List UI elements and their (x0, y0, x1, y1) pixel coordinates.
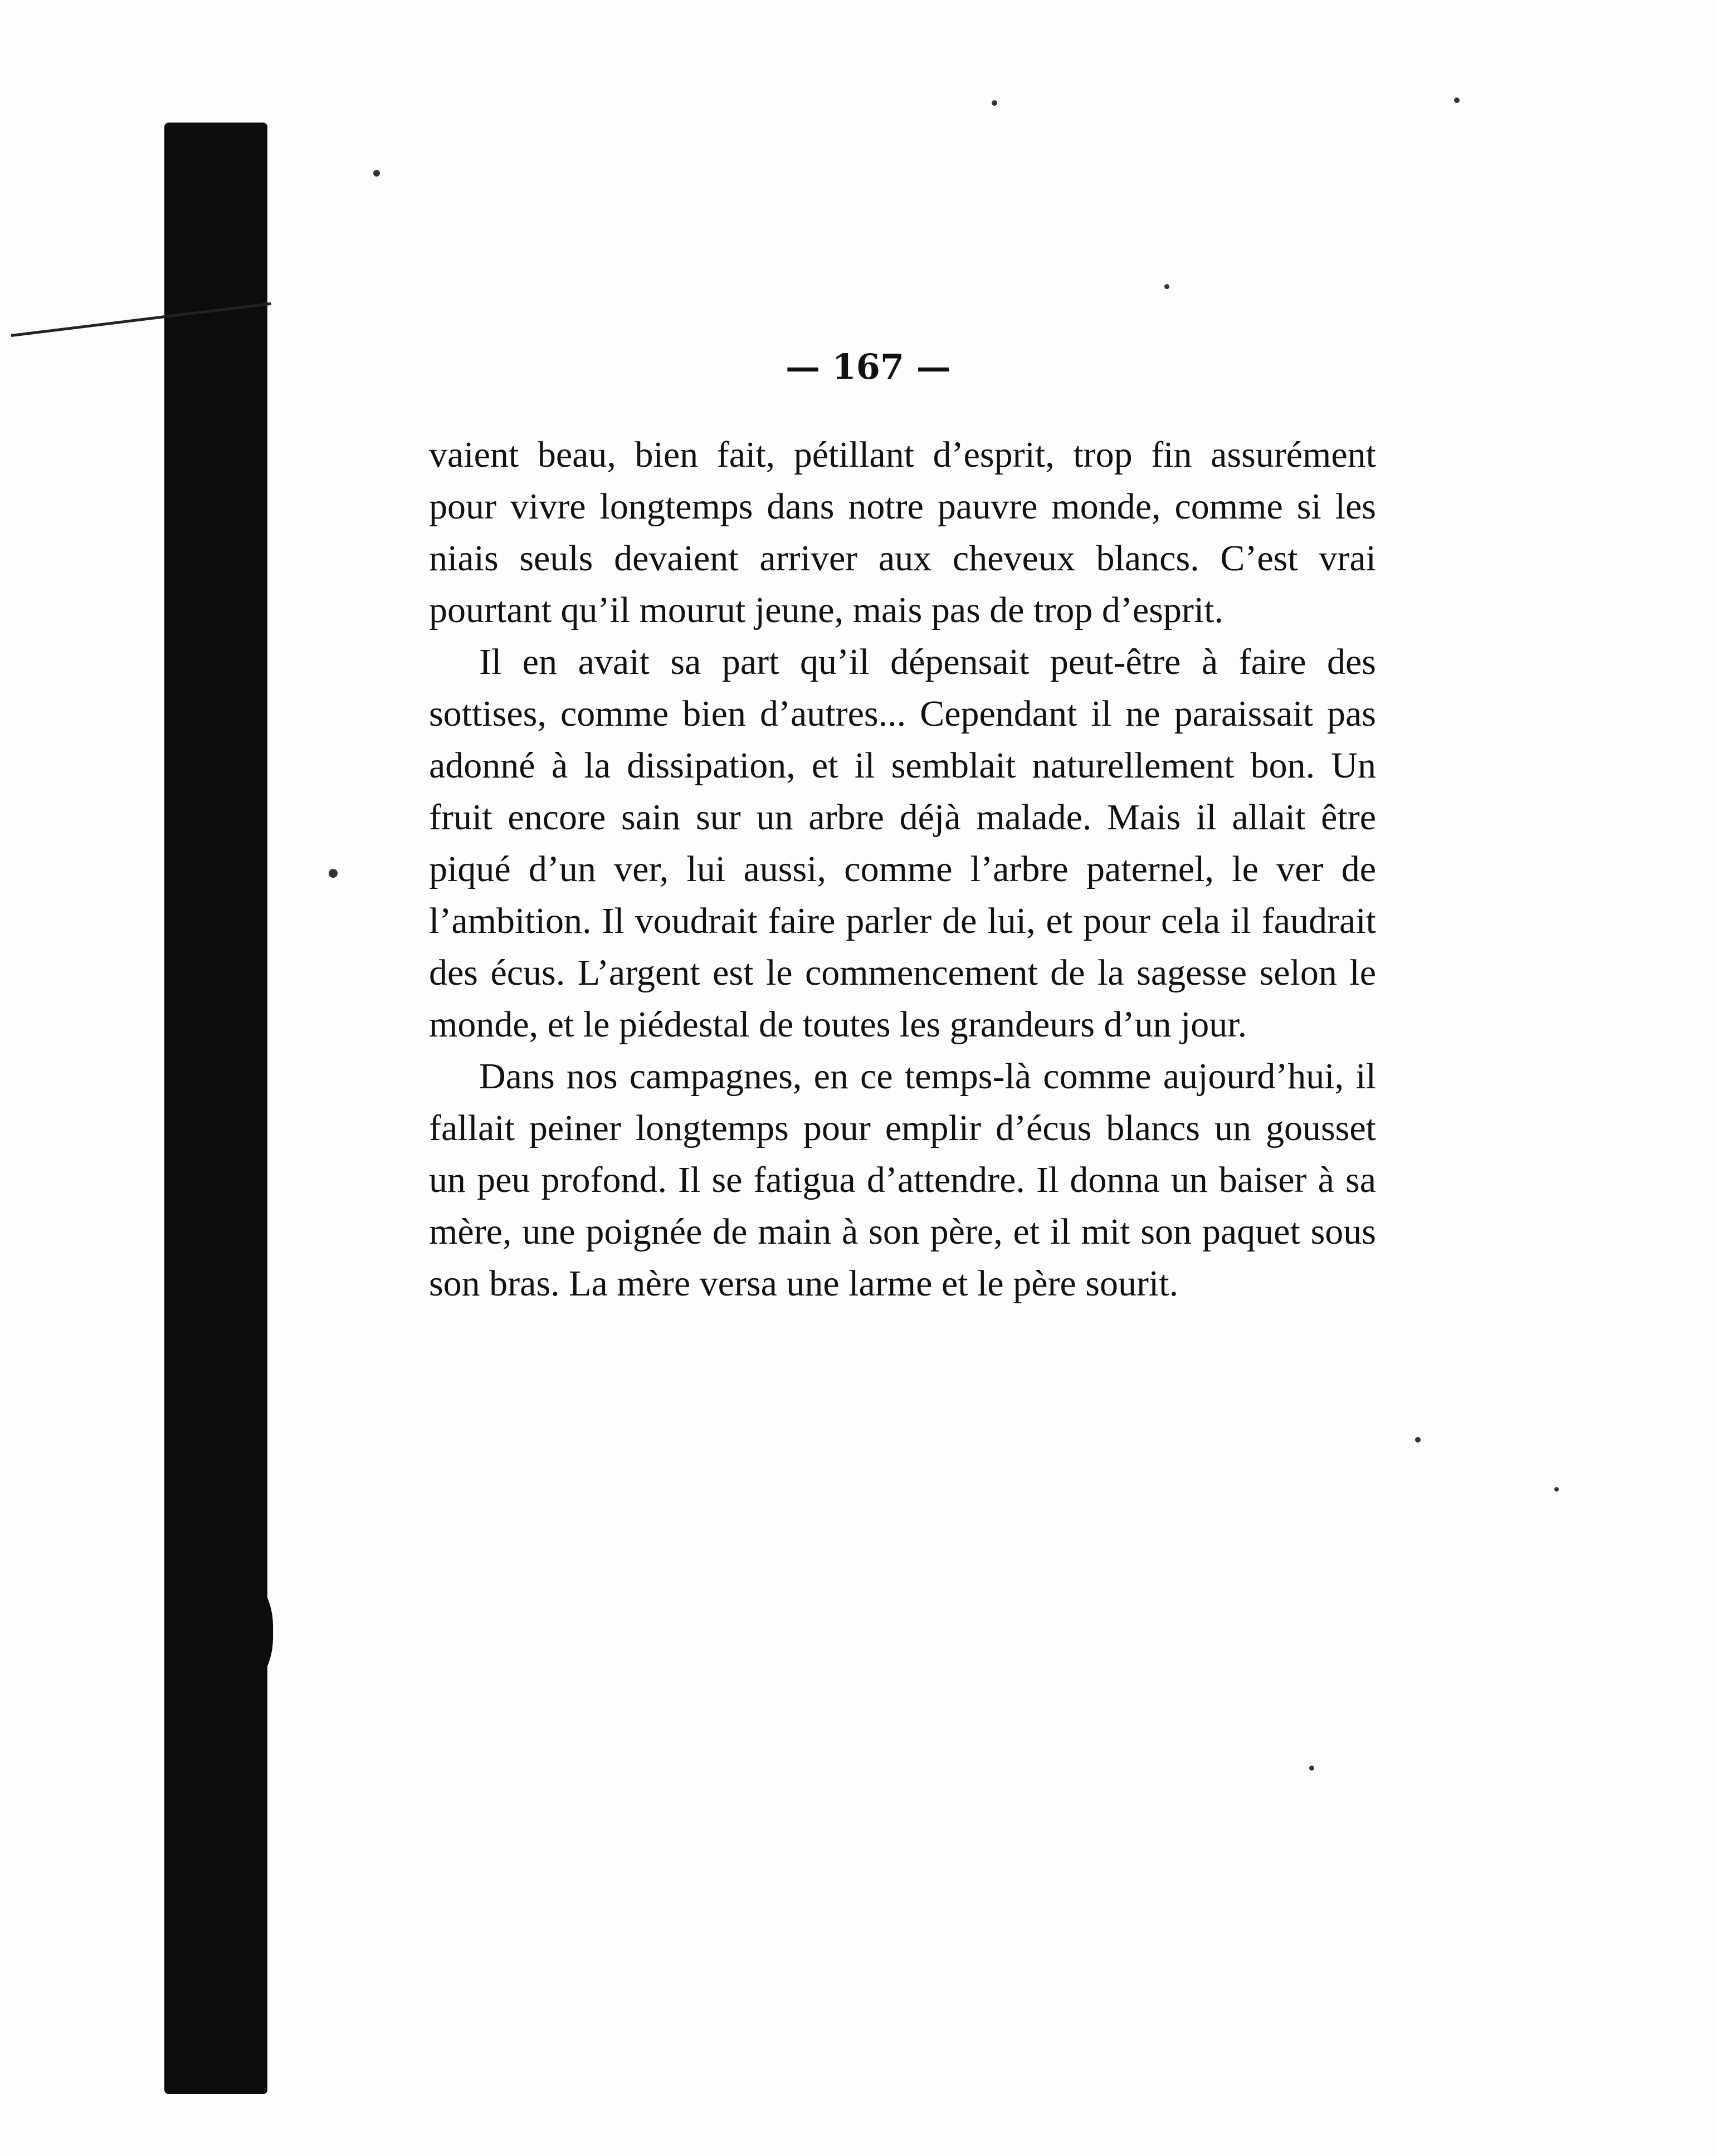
dust-speck (1164, 284, 1169, 289)
paragraph-3: Dans nos campagnes, en ce temps-là comme aujourd’hui, il fallait peiner longtemps pour emplir d’écus blancs un gousset un peu profond. Il se fatigua d’attendre. Il donna un baiser à sa mère, une poignée de main à son père, et il mit son paquet sous son bras. La mère versa une larme et le père sourit. (429, 1056, 1376, 1304)
dust-speck (1454, 97, 1460, 103)
dust-speck (373, 170, 380, 177)
paragraph-2: Il en avait sa part qu’il dépensait peut-être à faire des sottises, comme bien d’autres... Cependant il ne paraissait pas adonné à la dissipation, et il semblait naturellement bon. Un fruit encore sain sur un arbre déjà malade. Mais il allait être piqué d’un ver, lui aussi, comme l’arbre paternel, le ver de l’ambition. Il voudrait faire parler de lui, et pour cela il faudrait des écus. L’argent est le commencement de la sagesse selon le monde, et le piédestal de toutes les grandeurs d’un jour. (429, 642, 1376, 1045)
dust-speck (992, 100, 997, 106)
dust-speck (329, 869, 338, 878)
dust-speck (1554, 1487, 1559, 1492)
binding-knot (184, 1571, 273, 1693)
book-binding-shadow (164, 123, 267, 2094)
dust-speck (1309, 1766, 1314, 1771)
body-text (429, 429, 1376, 1309)
paragraph-1: vaient beau, bien fait, pétillant d’esprit, trop fin assurément pour vivre longtemps dans notre pauvre monde, comme si les niais seuls devaient arriver aux cheveux blancs. C’est vrai pourtant qu’il mourut jeune, mais pas de trop d’esprit. (429, 434, 1376, 630)
page-number: — 167 — (786, 346, 951, 387)
dust-speck (1415, 1437, 1421, 1443)
